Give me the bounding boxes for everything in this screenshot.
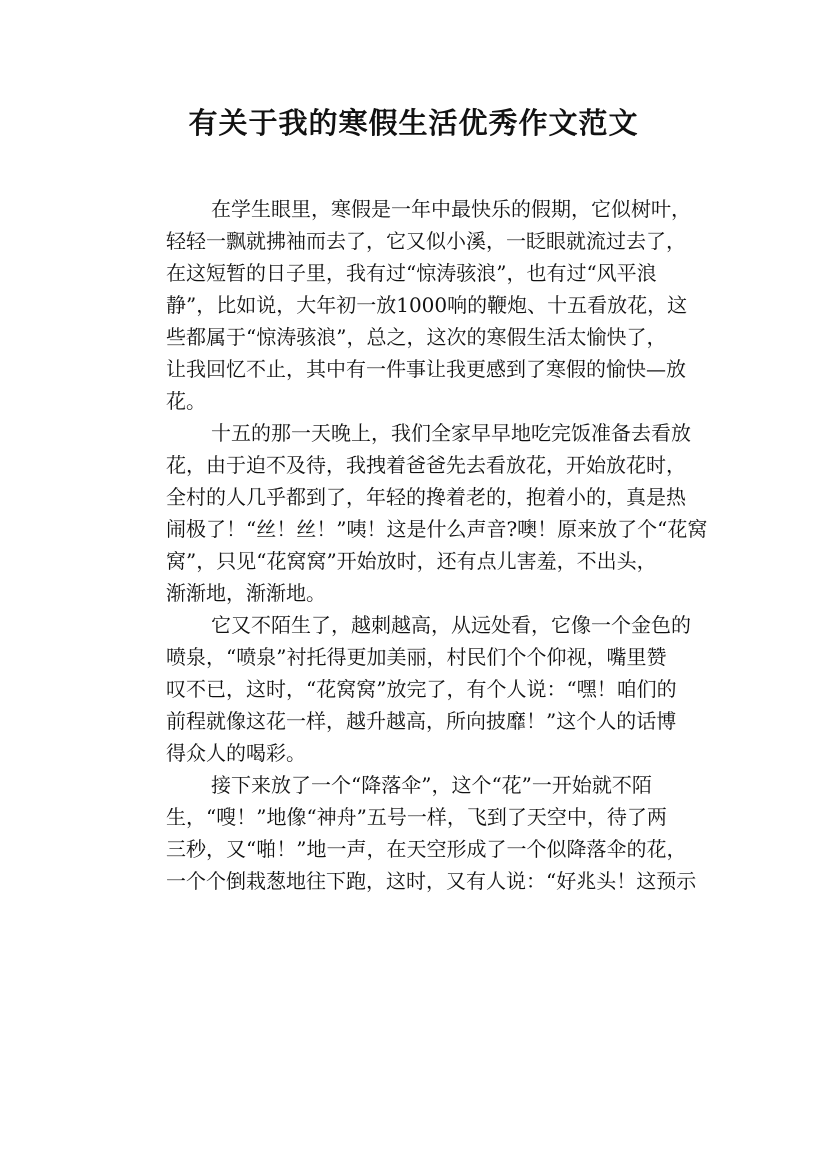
text-line: 接下来放了一个“降落伞”，这个“花”一开始就不陌: [211, 773, 652, 797]
paragraph-4: [126, 769, 714, 897]
text-line: 在学生眼里，寒假是一年中最快乐的假期，它似树叶，: [211, 197, 691, 221]
text-line: 前程就像这花一样，越升越高，所向披靡！”这个人的话博: [166, 709, 677, 733]
text-line: 渐渐地，渐渐地。: [166, 581, 326, 605]
text-line: 些都属于“惊涛骇浪”，总之，这次的寒假生活太愉快了，: [166, 325, 667, 349]
text-line: 十五的那一天晚上，我们全家早早地吃完饭准备去看放: [211, 421, 691, 445]
text-line: 得众人的喝彩。: [166, 741, 306, 765]
text-line: 一个个倒栽葱地往下跑，这时，又有人说：“好兆头！这预示: [166, 869, 697, 893]
text-line: 让我回忆不止，其中有一件事让我更感到了寒假的愉快—放: [166, 357, 686, 381]
text-line: 生，“嗖！”地像“神舟”五号一样，飞到了天空中，待了两: [166, 805, 667, 829]
text-line: 轻轻一飘就拂袖而去了，它又似小溪，一眨眼就流过去了，: [166, 229, 686, 253]
text-line: 喷泉，“喷泉”衬托得更加美丽，村民们个个仰视，嘴里赞: [166, 645, 667, 669]
text-line: 它又不陌生了，越刺越高，从远处看，它像一个金色的: [211, 613, 691, 637]
text-line: 在这短暂的日子里，我有过“惊涛骇浪”，也有过“风平浪: [166, 261, 657, 285]
text-line: 叹不已，这时，“花窝窝”放完了，有个人说：“嘿！咱们的: [166, 677, 677, 701]
text-line: 窝”，只见“花窝窝”开始放时，还有点儿害羞，不出头，: [166, 549, 657, 573]
document-body: [126, 193, 714, 897]
text-line: 三秒，又“啪！”地一声，在天空形成了一个似降落伞的花，: [166, 837, 687, 861]
text-line: 闹极了！“丝！丝！”咦！这是什么声音?噢！原来放了个“花窝: [166, 517, 708, 541]
document-title: 有关于我的寒假生活优秀作文范文: [188, 106, 639, 140]
paragraph-2: [126, 417, 714, 609]
text-line: 花，由于迫不及待，我拽着爸爸先去看放花，开始放花时，: [166, 453, 686, 477]
paragraph-3: [126, 609, 714, 769]
text-line: 静”，比如说，大年初一放1000响的鞭炮、十五看放花，这: [166, 293, 688, 317]
paragraph-1: [126, 193, 714, 417]
text-line: 全村的人几乎都到了，年轻的搀着老的，抱着小的，真是热: [166, 485, 686, 509]
text-line: 花。: [166, 389, 206, 413]
